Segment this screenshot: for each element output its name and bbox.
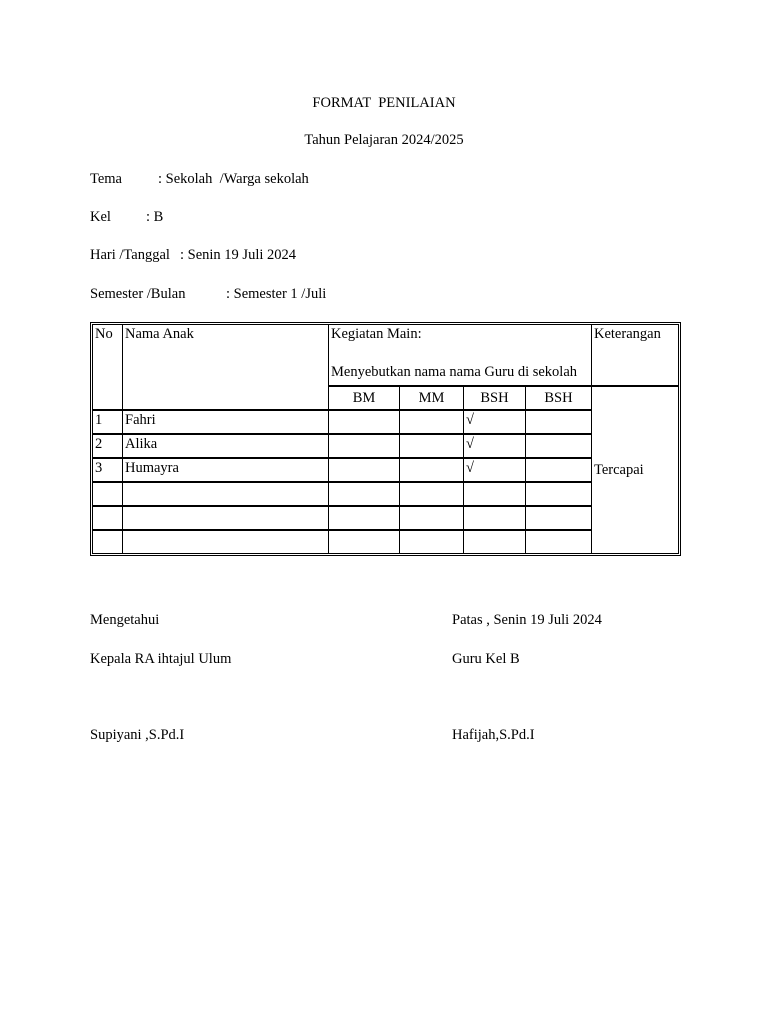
table-row — [93, 531, 678, 553]
table-row — [93, 459, 678, 483]
row-no — [93, 507, 123, 531]
semester-label: Semester /Bulan — [90, 286, 186, 302]
row-no: 2 — [93, 435, 123, 459]
signature-left-name: Supiyani ,S.Pd.I — [90, 727, 185, 743]
row-bm — [329, 435, 400, 459]
signature-right-name: Hafijah,S.Pd.I — [452, 727, 535, 743]
tema-value: : Sekolah /Warga sekolah — [158, 171, 309, 187]
row-no: 3 — [93, 459, 123, 483]
row-bsh-2 — [526, 459, 592, 483]
row-mm — [400, 435, 464, 459]
table-row — [93, 411, 678, 435]
row-bsh — [464, 531, 526, 553]
header-no: No — [93, 325, 123, 411]
row-no: 1 — [93, 411, 123, 435]
tema-label: Tema — [90, 171, 122, 187]
row-no — [93, 531, 123, 553]
row-mm — [400, 411, 464, 435]
row-bsh-2 — [526, 411, 592, 435]
header-keterangan: Keterangan — [592, 325, 678, 387]
subheader-bsh-2: BSH — [526, 387, 592, 411]
keterangan-cell: Tercapai — [594, 462, 644, 478]
row-bm — [329, 411, 400, 435]
assessment-table — [90, 322, 681, 556]
kegiatan-description: Menyebutkan nama nama Guru di sekolah — [331, 364, 578, 380]
row-bsh: √ — [464, 459, 526, 483]
row-bsh: √ — [464, 411, 526, 435]
signature-right-line1: Patas , Senin 19 Juli 2024 — [452, 612, 602, 628]
row-bsh-2 — [526, 507, 592, 531]
header-kegiatan-main — [329, 325, 592, 387]
kel-label: Kel — [90, 209, 111, 225]
row-bm — [329, 507, 400, 531]
table-header-row — [93, 325, 678, 387]
table-row — [93, 435, 678, 459]
row-nama — [123, 483, 329, 507]
row-mm — [400, 531, 464, 553]
row-bsh-2 — [526, 531, 592, 553]
row-bsh — [464, 507, 526, 531]
row-no — [93, 483, 123, 507]
kel-value: : B — [146, 209, 164, 225]
row-mm — [400, 507, 464, 531]
hari-value: : Senin 19 Juli 2024 — [180, 247, 297, 263]
row-nama — [123, 507, 329, 531]
document-title: FORMAT PENILAIAN — [312, 95, 456, 111]
row-bsh: √ — [464, 435, 526, 459]
table-row — [93, 483, 678, 507]
row-nama — [123, 531, 329, 553]
signature-left-line2: Kepala RA ihtajul Ulum — [90, 651, 232, 667]
row-nama: Humayra — [123, 459, 329, 483]
subheader-bsh: BSH — [464, 387, 526, 411]
row-mm — [400, 459, 464, 483]
row-bm — [329, 531, 400, 553]
row-bsh — [464, 483, 526, 507]
subheader-mm: MM — [400, 387, 464, 411]
row-mm — [400, 483, 464, 507]
subheader-bm: BM — [329, 387, 400, 411]
hari-label: Hari /Tanggal — [90, 247, 170, 263]
row-bsh-2 — [526, 435, 592, 459]
row-bsh-2 — [526, 483, 592, 507]
row-nama: Fahri — [123, 411, 329, 435]
row-nama: Alika — [123, 435, 329, 459]
semester-value: : Semester 1 /Juli — [226, 286, 327, 302]
signature-right-line2: Guru Kel B — [452, 651, 520, 667]
table-row — [93, 507, 678, 531]
document-subtitle: Tahun Pelajaran 2024/2025 — [304, 132, 464, 148]
kegiatan-title: Kegiatan Main: — [331, 326, 422, 342]
row-bm — [329, 483, 400, 507]
row-bm — [329, 459, 400, 483]
header-nama-anak: Nama Anak — [123, 325, 329, 411]
signature-left-line1: Mengetahui — [90, 612, 160, 628]
